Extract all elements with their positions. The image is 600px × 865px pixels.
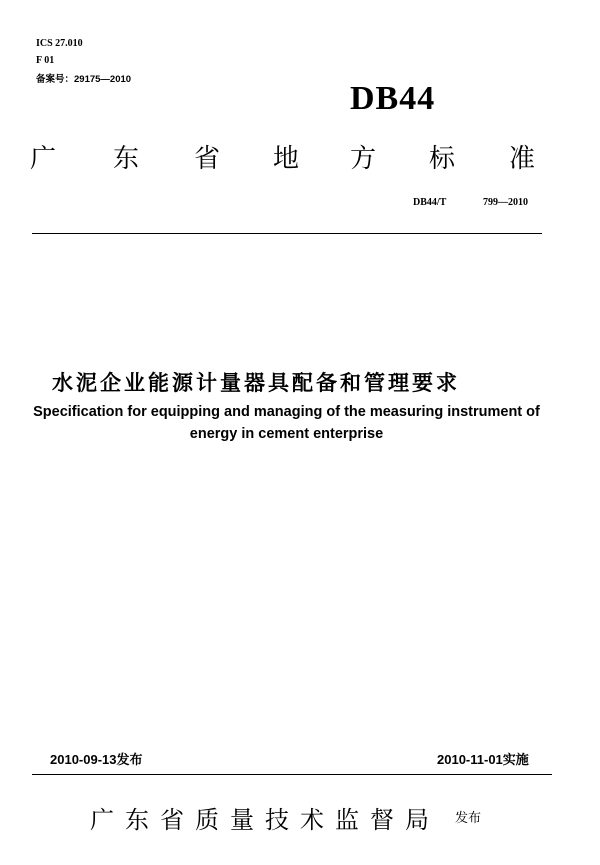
issue-date: 2010-09-13发布 [50, 752, 143, 767]
standard-type-char-2: 东 [113, 144, 140, 174]
issued-label: 发布 [455, 811, 482, 826]
issuing-authority: 广东省质量技术监督局 [90, 806, 440, 834]
title-chinese: 水泥企业能源计量器具配备和管理要求 [52, 371, 460, 395]
title-english-line-1: Specification for equipping and managing of the measuring instrument of [33, 404, 540, 420]
standard-number: 799—2010 [483, 197, 528, 208]
ics-code: ICS 27.010 [36, 38, 83, 49]
standard-type-char-3: 省 [194, 144, 221, 174]
standard-mark: DB44 [350, 80, 436, 117]
record-number: 备案号：29175—2010 [36, 74, 132, 85]
standard-type-char-1: 广 [30, 144, 57, 174]
title-english-line-2: energy in cement enterprise [189, 426, 384, 442]
standard-type-char-4: 地 [273, 144, 300, 174]
ccs-code: F 01 [36, 55, 55, 66]
standard-code: DB44/T [413, 197, 447, 208]
header-divider [32, 233, 542, 234]
implementation-date: 2010-11-01实施 [437, 752, 529, 767]
standard-type-char-7: 准 [509, 144, 536, 174]
standard-type-char-5: 方 [350, 144, 377, 174]
footer-divider [32, 774, 552, 775]
standard-type-char-6: 标 [429, 144, 456, 174]
